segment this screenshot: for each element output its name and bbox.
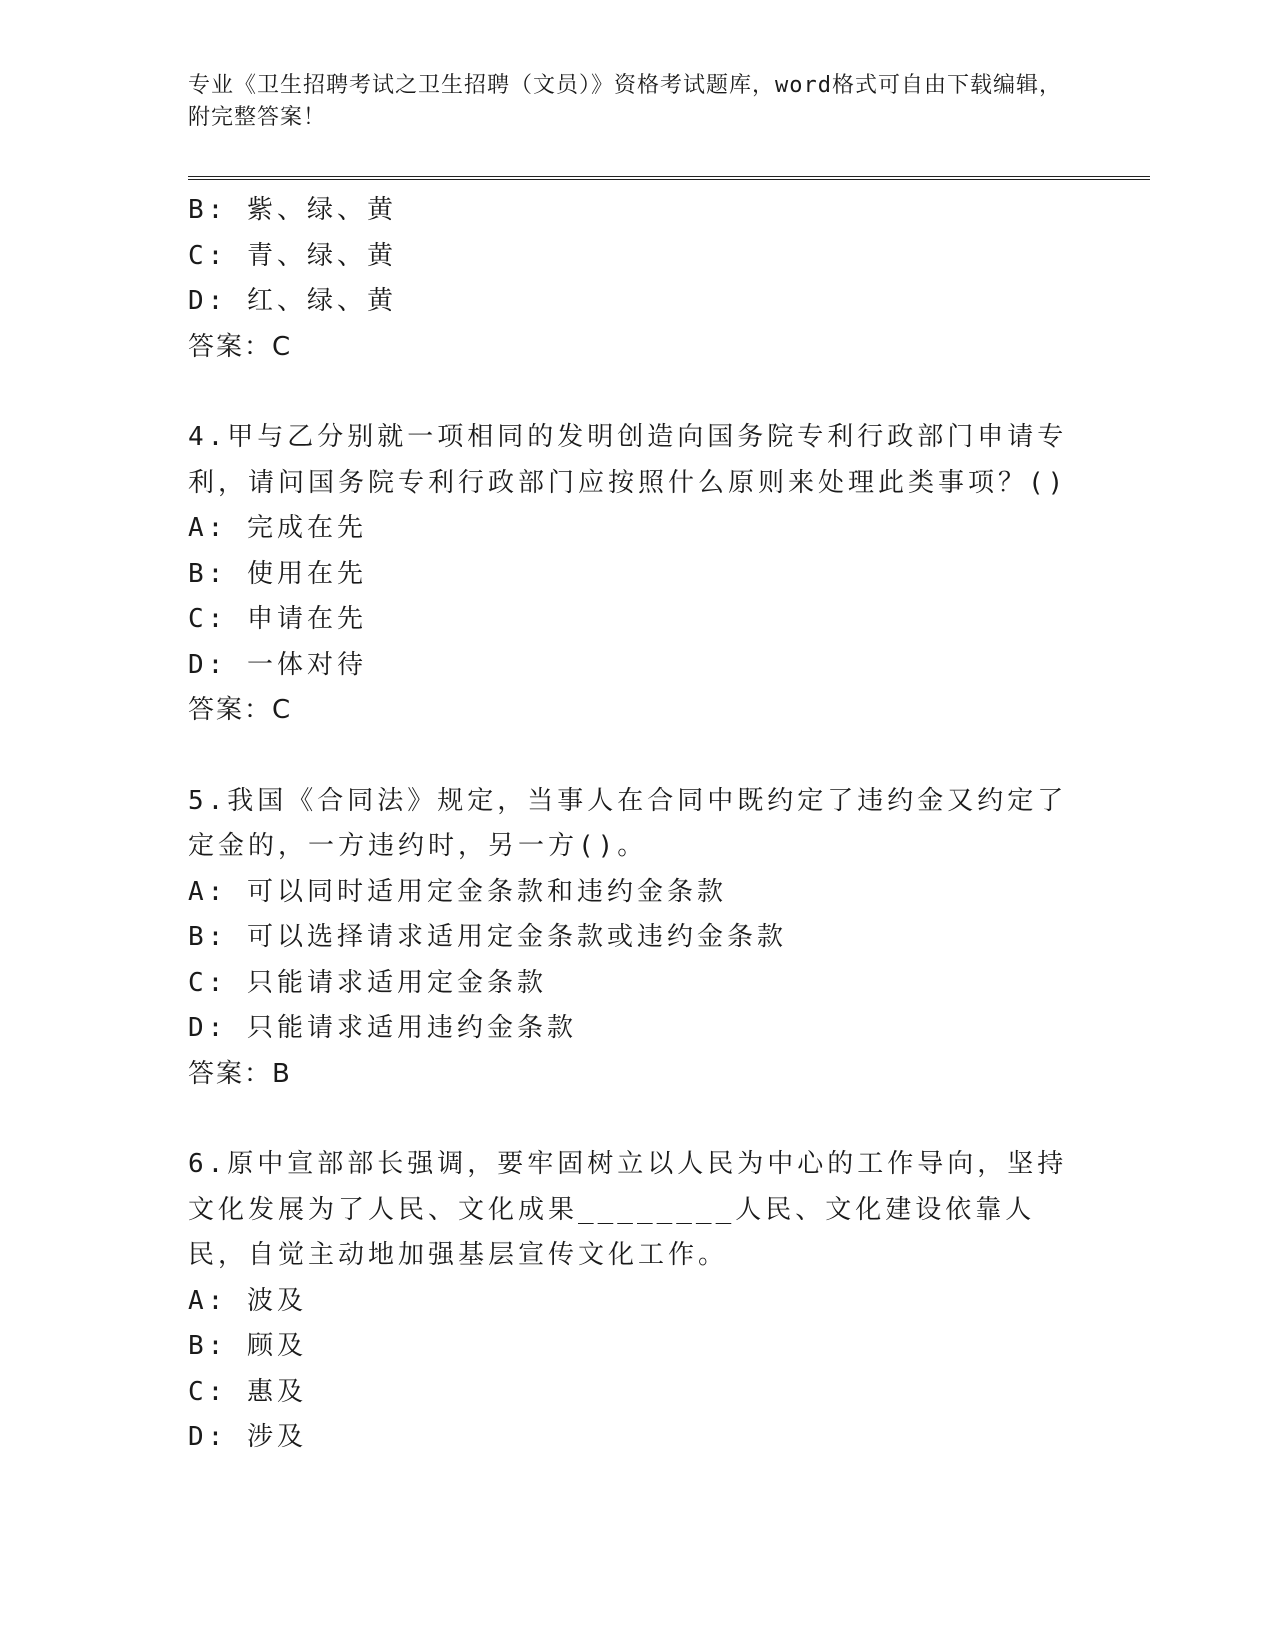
option-b: B: 使用在先: [188, 558, 367, 589]
question-5: [188, 779, 1150, 1098]
option-c: C: 只能请求适用定金条款: [188, 967, 547, 998]
answer-line: 答案：B: [188, 1058, 292, 1089]
document-page: [188, 70, 1150, 1461]
answer-line: 答案：C: [188, 331, 293, 362]
option-d: D: 一体对待: [188, 649, 367, 680]
option-a: A: 波及: [188, 1285, 307, 1316]
answer-line: 答案：C: [188, 695, 293, 725]
option-a: A: 可以同时适用定金条款和违约金条款: [188, 876, 727, 907]
option-a: A: 完成在先: [188, 513, 367, 543]
question-stem: 6.原中宣部部长强调，要牢固树立以人民为中心的工作导向，坚持文化发展为了人民、文化成果________人民、文化建设依靠人民，自觉主动地加强基层宣传文化工作。: [188, 1149, 1068, 1270]
option-d: D: 涉及: [188, 1422, 307, 1452]
question-6: [188, 1142, 1150, 1461]
question-3-continued: [188, 188, 1150, 370]
option-c: C: 青、绿、黄: [188, 240, 397, 271]
option-d: D: 只能请求适用违约金条款: [188, 1013, 577, 1043]
question-stem: 4.甲与乙分别就一项相同的发明创造向国务院专利行政部门申请专利，请问国务院专利行政部门应按照什么原则来处理此类事项？(): [188, 422, 1068, 498]
header-divider: [188, 176, 1150, 180]
option-b: B: 顾及: [188, 1331, 307, 1361]
question-stem: 5.我国《合同法》规定，当事人在合同中既约定了违约金又约定了定金的，一方违约时，另一方()。: [188, 785, 1068, 861]
option-b: B: 可以选择请求适用定金条款或违约金条款: [188, 922, 787, 952]
option-b: B: 紫、绿、黄: [188, 195, 397, 225]
option-d: D: 红、绿、黄: [188, 286, 397, 316]
document-header: 专业《卫生招聘考试之卫生招聘（文员）》资格考试题库，word格式可自由下载编辑，附完整答案！: [188, 73, 1062, 130]
question-4: [188, 415, 1150, 734]
option-c: C: 申请在先: [188, 604, 367, 634]
option-c: C: 惠及: [188, 1376, 307, 1407]
